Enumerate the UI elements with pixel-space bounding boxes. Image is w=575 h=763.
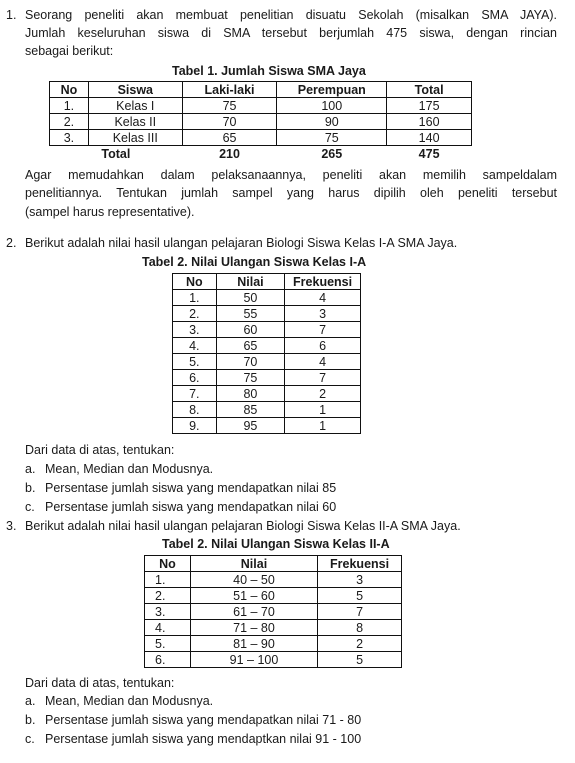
table-cell: 60 xyxy=(216,322,285,338)
header-cell: Siswa xyxy=(88,82,182,98)
total-cell: 475 xyxy=(418,146,440,161)
table-cell: 2. xyxy=(173,306,217,322)
table-cell: 90 xyxy=(277,114,387,130)
table-cell: 5 xyxy=(318,652,402,668)
table-cell: 91 – 100 xyxy=(190,652,317,668)
table-cell: 175 xyxy=(387,98,472,114)
table-row xyxy=(173,418,361,434)
table-cell: 100 xyxy=(277,98,387,114)
table-cell: 61 – 70 xyxy=(190,604,317,620)
question-number: 3. xyxy=(6,519,17,533)
total-label: Total xyxy=(101,146,131,161)
table-header-row xyxy=(50,82,472,98)
header-cell: Perempuan xyxy=(277,82,387,98)
table-cell: 55 xyxy=(216,306,285,322)
header-cell: Nilai xyxy=(216,274,285,290)
list-item-text: Persentase jumlah siswa yang mendapatkan nilai 60 xyxy=(45,500,337,514)
question-number: 1. xyxy=(6,8,17,22)
list-item-text: Persentase jumlah siswa yang mendapatkan nilai 71 - 80 xyxy=(45,713,362,727)
table-row xyxy=(173,338,361,354)
table-caption: Tabel 2. Nilai Ulangan Siswa Kelas II-A xyxy=(162,537,390,551)
total-cell: 210 xyxy=(219,146,240,161)
table-row xyxy=(173,370,361,386)
list-item-letter: b. xyxy=(25,481,36,495)
header-cell: No xyxy=(145,556,191,572)
header-cell: Nilai xyxy=(190,556,317,572)
table-row xyxy=(50,114,472,130)
table-cell: 1. xyxy=(145,572,191,588)
header-cell: No xyxy=(50,82,89,98)
table-row xyxy=(50,130,472,146)
table-cell: 51 – 60 xyxy=(190,588,317,604)
q3-intro: Berikut adalah nilai hasil ulangan pelajaran Biologi Siswa Kelas II-A SMA Jaya. xyxy=(25,519,461,533)
table-row xyxy=(173,354,361,370)
list-item-letter: a. xyxy=(25,462,36,476)
table-cell: 8. xyxy=(173,402,217,418)
table-cell: 65 xyxy=(216,338,285,354)
table-row xyxy=(173,322,361,338)
score-table-1a xyxy=(172,273,361,434)
header-cell: No xyxy=(173,274,217,290)
total-cell: 265 xyxy=(321,146,343,161)
question-number: 2. xyxy=(6,236,17,250)
list-item-text: Mean, Median dan Modusnya. xyxy=(45,694,214,708)
table-cell: 4. xyxy=(173,338,217,354)
table-cell: 7 xyxy=(285,322,361,338)
table-cell: Kelas II xyxy=(88,114,182,130)
q1-intro-line: Jumlah keseluruhan siswa di SMA tersebut berjumlah 475 siswa, dengan rincian xyxy=(25,26,557,40)
header-cell: Frekuensi xyxy=(318,556,402,572)
table-row xyxy=(145,572,402,588)
table-cell: 8 xyxy=(318,620,402,636)
table-cell: 80 xyxy=(216,386,285,402)
table-cell: 3. xyxy=(50,130,89,146)
table-row xyxy=(173,386,361,402)
table-cell: 6 xyxy=(285,338,361,354)
table-caption: Tabel 1. Jumlah Siswa SMA Jaya xyxy=(172,64,366,78)
table-cell: 7 xyxy=(285,370,361,386)
q1-intro-line: Seorang peneliti akan membuat penelitian disuatu Sekolah (misalkan SMA JAYA). xyxy=(25,8,557,22)
q1-followup-line: Agar memudahkan dalam pelaksanaannya, peneliti akan memilih sampeldalam xyxy=(25,168,557,182)
table-cell: 81 – 90 xyxy=(190,636,317,652)
table-header-row xyxy=(145,556,402,572)
table-cell: 4 xyxy=(285,290,361,306)
table-cell: 2. xyxy=(145,588,191,604)
table-row xyxy=(145,636,402,652)
table-cell: 4. xyxy=(145,620,191,636)
table-cell: 6. xyxy=(173,370,217,386)
table-row xyxy=(145,652,402,668)
table-cell: 6. xyxy=(145,652,191,668)
q1-followup-line: (sampel harus representative). xyxy=(25,205,195,219)
q1-intro-line: sebagai berikut: xyxy=(25,44,114,58)
table-cell: 7 xyxy=(318,604,402,620)
score-table-2a xyxy=(144,555,402,668)
table-cell: 7. xyxy=(173,386,217,402)
table-cell: 40 – 50 xyxy=(190,572,317,588)
list-item-letter: c. xyxy=(25,500,35,514)
table-cell: 75 xyxy=(216,370,285,386)
table-cell: 71 – 80 xyxy=(190,620,317,636)
table-cell: 3. xyxy=(173,322,217,338)
list-item-text: Mean, Median dan Modusnya. xyxy=(45,462,214,476)
table-cell: 75 xyxy=(277,130,387,146)
q2-intro: Berikut adalah nilai hasil ulangan pelajaran Biologi Siswa Kelas I-A SMA Jaya. xyxy=(25,236,458,250)
table-row xyxy=(145,620,402,636)
table-cell: 50 xyxy=(216,290,285,306)
table-row xyxy=(173,290,361,306)
table-cell: 4 xyxy=(285,354,361,370)
table-cell: 140 xyxy=(387,130,472,146)
table-row xyxy=(173,306,361,322)
table-cell: 1. xyxy=(50,98,89,114)
table-cell: 160 xyxy=(387,114,472,130)
table-row xyxy=(50,98,472,114)
table-cell: 5. xyxy=(173,354,217,370)
table-cell: 70 xyxy=(216,354,285,370)
table-cell: 3 xyxy=(285,306,361,322)
table-cell: 1 xyxy=(285,418,361,434)
table-cell: 1. xyxy=(173,290,217,306)
table-cell: 95 xyxy=(216,418,285,434)
table-cell: 9. xyxy=(173,418,217,434)
q3-ask: Dari data di atas, tentukan: xyxy=(25,676,175,690)
table-cell: 2 xyxy=(318,636,402,652)
table-row xyxy=(173,402,361,418)
table-header-row xyxy=(173,274,361,290)
table-cell: Kelas I xyxy=(88,98,182,114)
header-cell: Laki-laki xyxy=(182,82,277,98)
list-item-text: Persentase jumlah siswa yang mendapatkan nilai 85 xyxy=(45,481,337,495)
table-cell: 1 xyxy=(285,402,361,418)
q2-ask: Dari data di atas, tentukan: xyxy=(25,443,175,457)
total-row xyxy=(50,146,472,162)
table-cell: 2. xyxy=(50,114,89,130)
table-row xyxy=(145,604,402,620)
list-item-text: Persentase jumlah siswa yang mendaptkan nilai 91 - 100 xyxy=(45,732,362,746)
table-cell: 75 xyxy=(182,98,277,114)
list-item-letter: c. xyxy=(25,732,35,746)
table-cell: 2 xyxy=(285,386,361,402)
table-cell: Kelas III xyxy=(88,130,182,146)
header-cell: Frekuensi xyxy=(285,274,361,290)
table-caption: Tabel 2. Nilai Ulangan Siswa Kelas I-A xyxy=(142,255,367,269)
header-cell: Total xyxy=(387,82,472,98)
table-cell: 5. xyxy=(145,636,191,652)
student-count-table xyxy=(49,81,472,161)
list-item-letter: a. xyxy=(25,694,36,708)
table-cell: 3 xyxy=(318,572,402,588)
table-cell: 5 xyxy=(318,588,402,604)
q1-followup-line: penelitiannya. Tentukan jumlah sampel yang harus dipilih oleh peneliti tersebut xyxy=(25,186,557,200)
table-cell: 65 xyxy=(182,130,277,146)
table-cell: 3. xyxy=(145,604,191,620)
table-row xyxy=(145,588,402,604)
table-cell: 85 xyxy=(216,402,285,418)
list-item-letter: b. xyxy=(25,713,36,727)
table-cell: 70 xyxy=(182,114,277,130)
